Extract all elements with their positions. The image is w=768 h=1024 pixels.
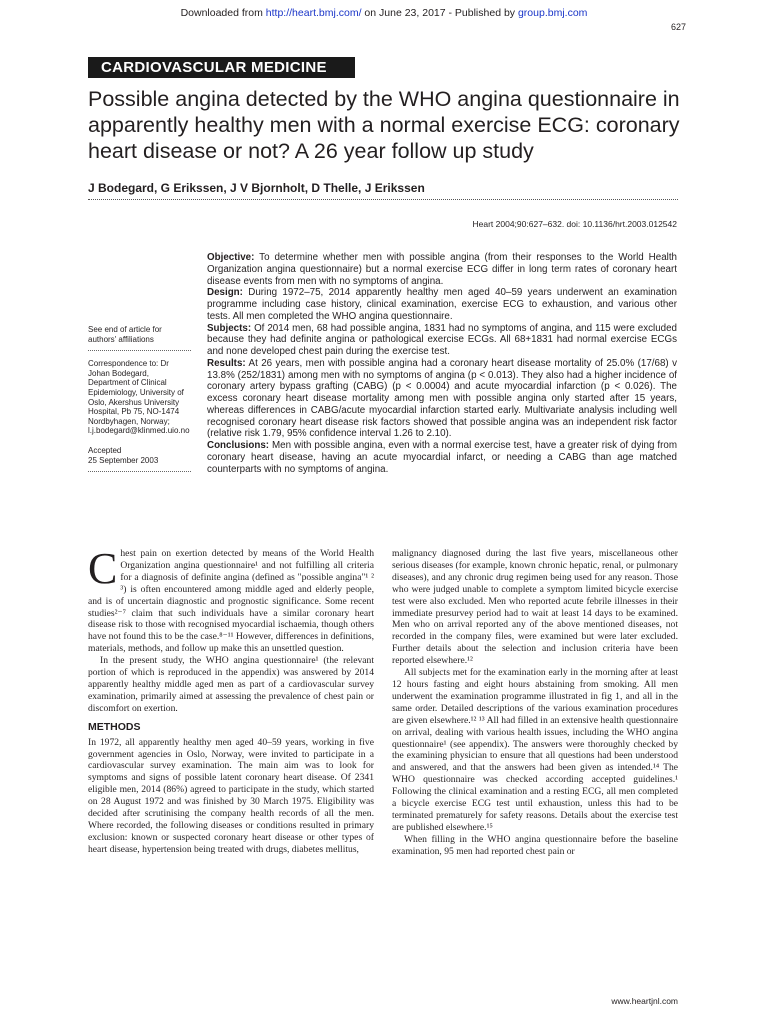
intro-paragraph-1-text: hest pain on exertion detected by means of the World Health Organization angina questionnaire¹ and not fulfilling all criteria for a diagnosis of definite angina (defined as "possible angina"¹ ² ³) is often encountered among middle aged and elderly people, and is of uncertain diagnostic and prognostic significance. Some recent studies²⁻⁷ claim that such individuals have a similar coronary heart disease risk to those with recognised myocardial ischaemia, though others have not found this to be the case.⁸⁻¹¹ However, differences in definitions, materials, methods, and follow up make this an unsettled question. [88,548,374,655]
results-label: Results: [207,357,246,369]
abstract-conclusions [207,440,677,475]
accepted-date: 25 September 2003 [88,455,159,465]
methods-paragraph-1: In 1972, all apparently healthy men aged 40–59 years, working in five government agencies in Oslo, Norway, were invited to participate in a cardiovascular survey examination. The main aim was to look for symptoms and signs of possible latent coronary heart disease. Of 2341 eligible men, 2014 (86%) agreed to participate in the study, which started on 28 August 1972 and was finished by 30 March 1975. Eligibility was decided after scrutinising the company health records of all the men. Where recorded, the following diseases or conditions resulted in primary exclusion: known or suspected coronary heart disease or other types of heart disease, hypertension being treated with drugs, diabetes mellitus, [88,736,374,855]
section-label: CARDIOVASCULAR MEDICINE [88,57,355,78]
body-paragraph: All subjects met for the examination early in the morning after at least 12 hours fasting and eight hours abstaining from smoking. All men underwent the examination programme illustrated in fig 1, and all in the same order. Detailed descriptions of the various examination procedures are given elsewhere.¹² ¹³ All had filled in an extensive health questionnaire on arrival, dealing with various health issues, including the WHO angina questionnaire¹ (see appendix). The answers were thoroughly checked by the examining physician to ensure that all questions had been understood and answered, and that the answers had been given as intended.¹⁴ The WHO questionnaire was checked according accepted guidelines.¹ Following the clinical examination and a resting ECG, all men completed a bicycle exercise ECG test until exhaustion, unless this had to be terminated prematurely for safety reasons. Details about the exercise test are published elsewhere.¹⁵ [392,667,678,833]
sidebar-divider [88,350,191,351]
drop-cap: C [88,544,118,593]
download-notice [0,7,768,19]
abstract-objective [207,252,677,287]
methods-heading: METHODS [88,720,141,733]
body-column-right [392,548,678,858]
abstract-results [207,358,677,440]
body-paragraph: When filling in the WHO angina questionnaire before the baseline examination, 95 men had reported chest pain or [392,833,678,857]
design-text: During 1972–75, 2014 apparently healthy men aged 40–59 years underwent an examination programme including case history, clinical examination, exercise ECG to exhaustion, and various other tests. All men completed the WHO angina questionnaire. [207,287,677,322]
intro-paragraph-2: In the present study, the WHO angina questionnaire¹ (the relevant portion of which is reproduced in the appendix) was answered by 2014 apparently healthy middle aged men as part of a cardiovascular survey examination, primarily aimed at assessing the prevalence of chest pain or discomfort on exertion. [88,655,374,714]
publisher-link[interactable]: group.bmj.com [517,7,588,19]
correspondence: Correspondence to: Dr Johan Bodegard, Department of Clinical Epidemiology, University of Oslo, Akershus University Hospital, Pb 75, NO-1474 Nordbyhagen, Norway; l.j.bodegard@klinmed.uio.no [88,359,190,436]
download-link[interactable]: http://heart.bmj.com/ [265,7,362,19]
author-list: J Bodegard, G Erikssen, J V Bjornholt, D Thelle, J Erikssen [88,181,425,195]
page-number: 627 [670,22,686,32]
title-divider [88,199,678,200]
download-prefix: Downloaded from [180,7,266,19]
body-paragraph: malignancy diagnosed during the last five years, miscellaneous other serious diseases (for example, known chronic hepatic, renal, or pulmonary diseases), and any chronic drug regimen being used for any reason. Those who were judged unable to complete a symptom limited bicycle exercise test were also excluded. Men who reported acute febrile illnesses in their immediate presurvey period had to wait at least 14 days to be examined. Men who on arrival reported any of the above mentioned diseases, not recorded in the company files, were examined but were later excluded. Further details about the selection and inclusion criteria have been reported elsewhere.¹² [392,548,678,667]
intro-paragraph-1 [88,544,374,655]
sidebar-divider [88,471,191,472]
design-label: Design: [207,287,243,299]
accepted-label: Accepted [88,445,122,455]
download-middle: on June 23, 2017 - Published by [361,7,518,19]
conclusions-text: Men with possible angina, even with a normal exercise test, have a greater risk of dying from coronary heart disease, having an acute myocardial infarct, or needing a CABG than age matched counterparts with no symptoms of angina. [207,440,677,475]
objective-label: Objective: [207,252,255,263]
affiliation-note: See end of article for authors' affiliations [88,325,162,344]
results-text: At 26 years, men with possible angina had a coronary heart disease mortality of 25.0% (17/68) v 13.8% (252/1831) among men with no symptoms of angina (p < 0.013). They also had a higher incidence of coronary artery bypass grafting (CABG) (p < 0.0004) and acute myocardial infarction (p < 0.026). The excess coronary heart disease mortality among men with possible angina only started after 15 years, whereas differences in CABG/acute myocardial infarction started early. Multivariate analysis including well recognised coronary heart disease risk factors showed that possible angina was an independent risk factor (relative risk 1.79, 95% confidence interval 1.26 to 2.10). [207,357,677,440]
sidebar [88,325,191,480]
objective-text: To determine whether men with possible angina (from their responses to the World Health Organization angina questionnaire) but a normal exercise ECG differ in long term rates of coronary heart disease events from men with no symptoms of angina. [207,252,677,287]
subjects-label: Subjects: [207,322,252,334]
article-title: Possible angina detected by the WHO angina questionnaire in apparently healthy men with a normal exercise ECG: coronary heart disease or not? A 26 year follow up study [88,87,680,163]
abstract-design [207,287,677,322]
abstract-subjects [207,323,677,358]
subjects-text: Of 2014 men, 68 had possible angina, 1831 had no symptoms of angina, and 115 were excluded because they had definite angina or pathological exercise ECGs. All 68+1831 had normal exercise ECGs and none developed chest pain during the exercise test. [207,322,677,357]
body-column-left [88,544,374,856]
footer-url: www.heartjnl.com [611,996,678,1006]
abstract [207,252,677,475]
conclusions-label: Conclusions: [207,440,270,451]
citation-line: Heart 2004;90:627–632. doi: 10.1136/hrt.2003.012542 [472,219,677,229]
